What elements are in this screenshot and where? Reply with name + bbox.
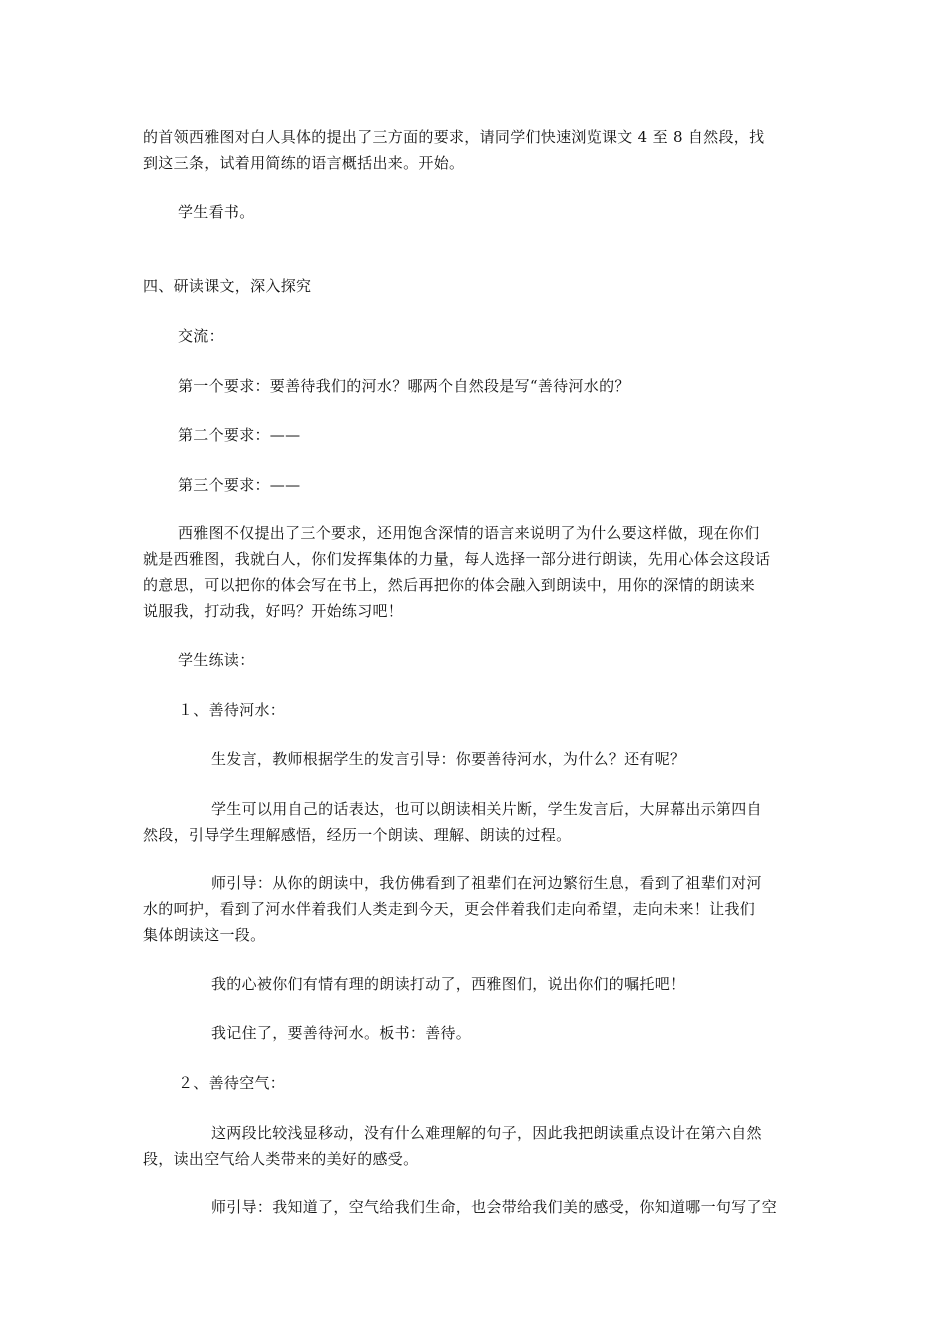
body-text-line: 师引导：从你的朗读中，我仿佛看到了祖辈们在河边繁衍生息，看到了祖辈们对河 — [211, 874, 762, 892]
body-text-line: 的首领西雅图对白人具体的提出了三方面的要求，请同学们快速浏览课文 4 至 8 自然段，找 — [143, 128, 765, 146]
body-text-line: 说服我，打动我，好吗？开始练习吧！ — [143, 602, 404, 620]
body-text-line: 学生看书。 — [178, 203, 255, 221]
body-text-line: 到这三条，试着用简练的语言概括出来。开始。 — [143, 154, 465, 172]
body-text-line: 然段，引导学生理解感悟，经历一个朗读、理解、朗读的过程。 — [143, 826, 572, 844]
body-text-line: 水的呵护，看到了河水伴着我们人类走到今天，更会伴着我们走向希望，走向未来！让我们 — [143, 900, 756, 918]
body-text-line: 的意思，可以把你的体会写在书上，然后再把你的体会融入到朗读中，用你的深情的朗读来 — [143, 576, 756, 594]
body-text-line: 交流： — [178, 327, 224, 345]
body-text-line: 就是西雅图，我就白人，你们发挥集体的力量，每人选择一部分进行朗读，先用心体会这段话 — [143, 550, 771, 568]
list-item-heading: ２、善待空气： — [178, 1074, 286, 1092]
body-text-line: 我的心被你们有情有理的朗读打动了，西雅图们，说出你们的嘱托吧！ — [211, 975, 686, 993]
body-text-line: 学生可以用自己的话表达，也可以朗读相关片断，学生发言后，大屏幕出示第四自 — [211, 800, 762, 818]
body-text-line: 第三个要求：—— — [178, 476, 301, 494]
body-text-line: 生发言，教师根据学生的发言引导：你要善待河水，为什么？还有呢？ — [211, 750, 686, 768]
body-text-line: 西雅图不仅提出了三个要求，还用饱含深情的语言来说明了为什么要这样做，现在你们 — [178, 524, 760, 542]
body-text-line: 学生练读： — [178, 651, 255, 669]
body-text-line: 第一个要求：要善待我们的河水？哪两个自然段是写“善待河水的？ — [178, 377, 630, 395]
body-text-line: 师引导：我知道了，空气给我们生命，也会带给我们美的感受，你知道哪一句写了空 — [211, 1198, 778, 1216]
body-text-line: 这两段比较浅显移动，没有什么难理解的句子，因此我把朗读重点设计在第六自然 — [211, 1124, 762, 1142]
body-text-line: 集体朗读这一段。 — [143, 926, 266, 944]
body-text-line: 我记住了，要善待河水。板书：善待。 — [211, 1024, 472, 1042]
list-item-heading: １、善待河水： — [178, 701, 286, 719]
section-heading: 四、研读课文，深入探究 — [143, 277, 312, 295]
body-text-line: 第二个要求：—— — [178, 426, 301, 444]
body-text-line: 段，读出空气给人类带来的美好的感受。 — [143, 1150, 419, 1168]
